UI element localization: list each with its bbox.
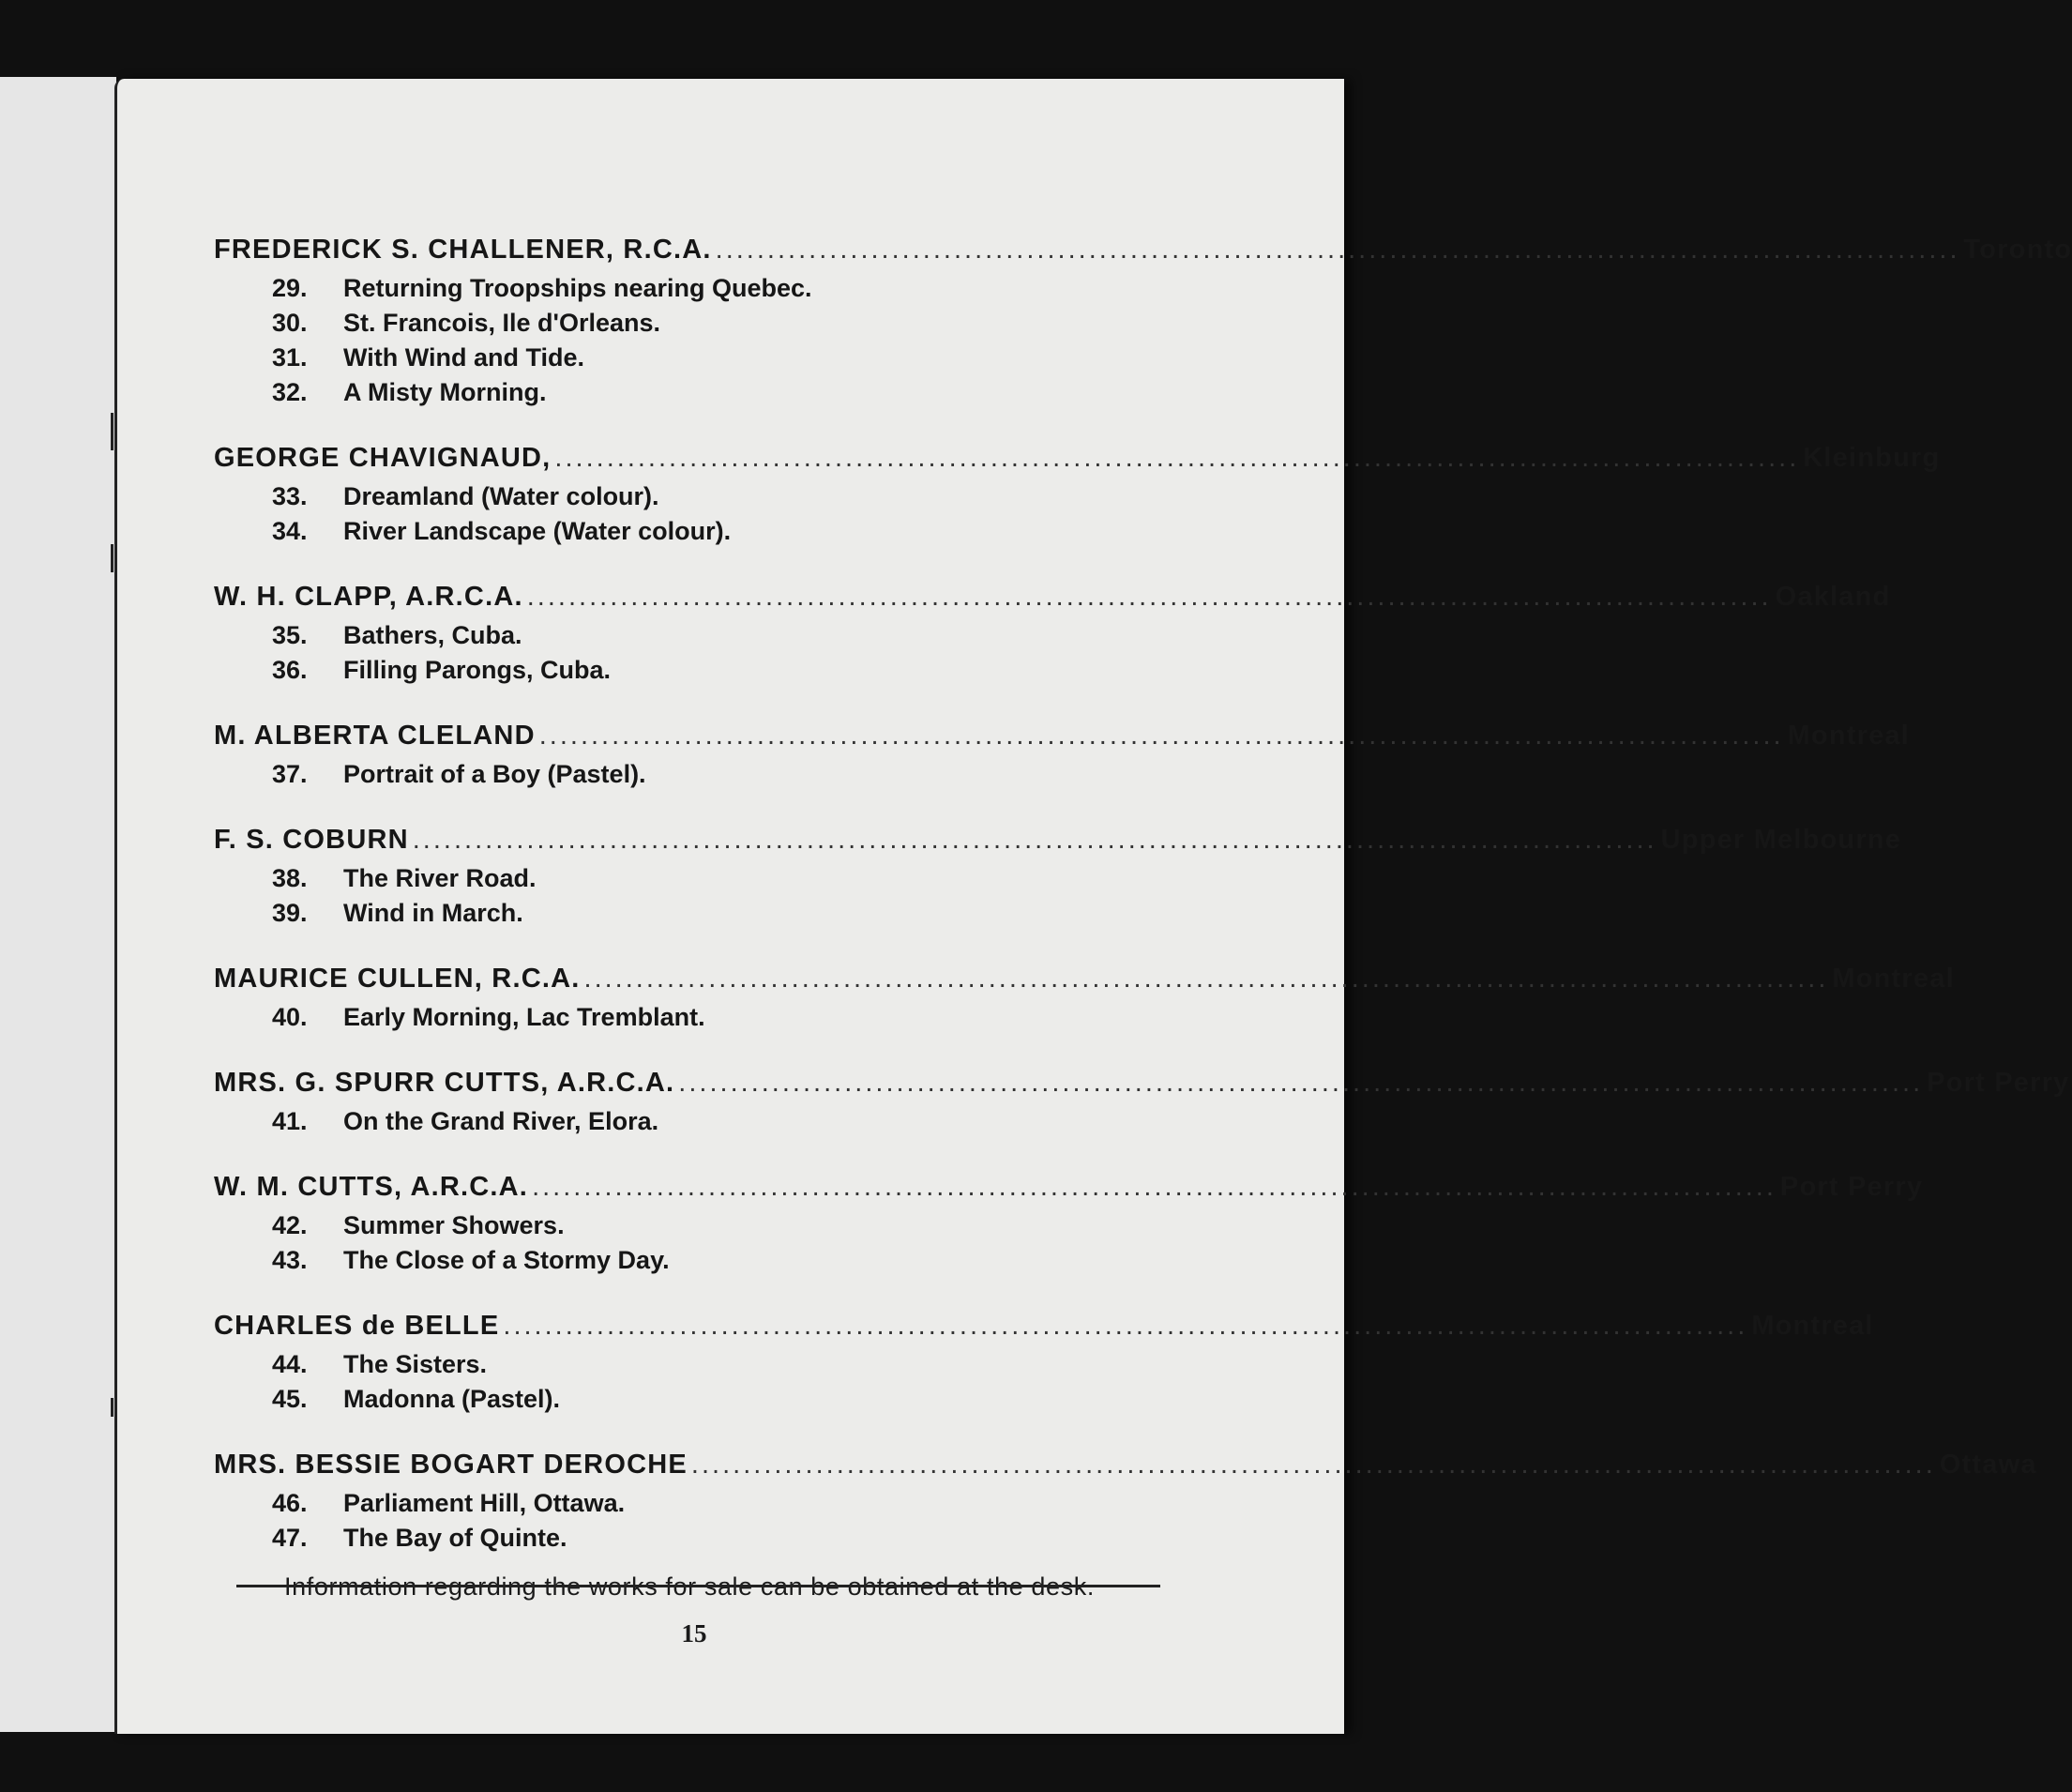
work-item bbox=[214, 309, 1142, 343]
work-number: 39. bbox=[272, 899, 308, 927]
artist-location: Kleinburg bbox=[1803, 443, 1941, 473]
work-item bbox=[214, 343, 1142, 378]
artist-entry bbox=[214, 235, 2072, 274]
work-title: On the Grand River, Elora. bbox=[343, 1107, 659, 1135]
artist-location: Ottawa bbox=[1939, 1450, 2037, 1480]
work-item bbox=[214, 1003, 1142, 1038]
work-number: 47. bbox=[272, 1524, 308, 1552]
dot-leader: ........................................................................................................................ bbox=[532, 1172, 1777, 1202]
work-number: 38. bbox=[272, 864, 308, 892]
artist-name: M. ALBERTA CLELAND bbox=[214, 721, 536, 751]
artist-location: Upper Melbourne bbox=[1660, 825, 1902, 855]
footer-divider bbox=[236, 1585, 1160, 1587]
work-number: 46. bbox=[272, 1489, 308, 1517]
dot-leader: ........................................................................................................................ bbox=[503, 1311, 1748, 1341]
artist-location: Montreal bbox=[1832, 964, 1955, 994]
work-title: The Bay of Quinte. bbox=[343, 1524, 567, 1552]
work-number: 33. bbox=[272, 482, 308, 510]
work-title: Bathers, Cuba. bbox=[343, 621, 522, 649]
work-title: Madonna (Pastel). bbox=[343, 1385, 561, 1413]
work-item bbox=[214, 1211, 1142, 1246]
work-number: 42. bbox=[272, 1211, 308, 1239]
work-title: Summer Showers. bbox=[343, 1211, 565, 1239]
artist-name: CHARLES de BELLE bbox=[214, 1311, 500, 1341]
work-number: 45. bbox=[272, 1385, 308, 1413]
work-number: 41. bbox=[272, 1107, 308, 1135]
work-number: 44. bbox=[272, 1350, 308, 1378]
artist-name: GEORGE CHAVIGNAUD, bbox=[214, 443, 552, 473]
work-item bbox=[214, 760, 1142, 795]
footer-note: Information regarding the works for sale can be obtained at the desk. bbox=[284, 1572, 1095, 1601]
work-item bbox=[214, 274, 1142, 309]
work-title: Early Morning, Lac Tremblant. bbox=[343, 1003, 705, 1031]
work-number: 35. bbox=[272, 621, 308, 649]
work-title: The Close of a Stormy Day. bbox=[343, 1246, 670, 1274]
work-item bbox=[214, 621, 1142, 656]
work-item bbox=[214, 899, 1142, 934]
artist-name: MRS. G. SPURR CUTTS, A.R.C.A. bbox=[214, 1068, 675, 1098]
dot-leader: ........................................................................................................................ bbox=[690, 1450, 1936, 1480]
gutter-mark bbox=[111, 544, 113, 572]
work-item bbox=[214, 482, 1142, 517]
work-number: 43. bbox=[272, 1246, 308, 1274]
dot-leader: ........................................................................................................................ bbox=[412, 825, 1657, 855]
dot-leader: ........................................................................................................................ bbox=[715, 235, 1960, 265]
artist-location: Oakland bbox=[1775, 582, 1891, 612]
artist-entry bbox=[214, 825, 1902, 864]
work-number: 29. bbox=[272, 274, 308, 302]
artist-entry bbox=[214, 1172, 1924, 1211]
artist-location: Toronto bbox=[1963, 235, 2072, 265]
artist-entry bbox=[214, 721, 1911, 760]
artist-location: Montreal bbox=[1751, 1311, 1874, 1341]
artist-name: MRS. BESSIE BOGART DEROCHE bbox=[214, 1450, 688, 1480]
artist-location: Montreal bbox=[1787, 721, 1911, 751]
work-title: Portrait of a Boy (Pastel). bbox=[343, 760, 646, 788]
artist-entry bbox=[214, 1311, 1874, 1350]
work-number: 37. bbox=[272, 760, 308, 788]
work-title: Filling Parongs, Cuba. bbox=[343, 656, 612, 684]
work-number: 32. bbox=[272, 378, 308, 406]
work-title: River Landscape (Water colour). bbox=[343, 517, 732, 545]
work-number: 40. bbox=[272, 1003, 308, 1031]
work-title: With Wind and Tide. bbox=[343, 343, 584, 372]
work-title: The Sisters. bbox=[343, 1350, 488, 1378]
page-number: 15 bbox=[681, 1619, 707, 1648]
dot-leader: ........................................................................................................................ bbox=[554, 443, 1800, 473]
work-number: 34. bbox=[272, 517, 308, 545]
artist-location: Port Perry bbox=[1779, 1172, 1924, 1202]
work-item bbox=[214, 1524, 1142, 1558]
artist-entry bbox=[214, 1450, 2037, 1489]
artist-name: F. S. COBURN bbox=[214, 825, 409, 855]
gutter-mark bbox=[111, 413, 113, 450]
work-item bbox=[214, 1246, 1142, 1281]
work-item bbox=[214, 1489, 1142, 1524]
work-title: Parliament Hill, Ottawa. bbox=[343, 1489, 626, 1517]
artist-name: W. H. CLAPP, A.R.C.A. bbox=[214, 582, 523, 612]
dot-leader: ........................................................................................................................ bbox=[526, 582, 1772, 612]
work-item bbox=[214, 864, 1142, 899]
artist-name: W. M. CUTTS, A.R.C.A. bbox=[214, 1172, 529, 1202]
artist-entry bbox=[214, 964, 1955, 1003]
work-title: St. Francois, Ile d'Orleans. bbox=[343, 309, 661, 337]
catalog-list bbox=[214, 235, 2072, 1558]
artist-name: FREDERICK S. CHALLENER, R.C.A. bbox=[214, 235, 712, 265]
work-number: 31. bbox=[272, 343, 308, 372]
work-item bbox=[214, 1107, 1142, 1142]
facing-page-edge bbox=[0, 77, 116, 1732]
artist-entry bbox=[214, 443, 1941, 482]
work-number: 36. bbox=[272, 656, 308, 684]
work-item bbox=[214, 1350, 1142, 1385]
work-item bbox=[214, 656, 1142, 691]
artist-name: MAURICE CULLEN, R.C.A. bbox=[214, 964, 581, 994]
work-title: Returning Troopships nearing Quebec. bbox=[343, 274, 812, 302]
artist-entry bbox=[214, 582, 1891, 621]
artist-entry bbox=[214, 1068, 2070, 1107]
artist-location: Port Perry bbox=[1927, 1068, 2070, 1098]
dot-leader: ........................................................................................................................ bbox=[678, 1068, 1924, 1098]
gutter-mark bbox=[111, 1398, 113, 1417]
work-item bbox=[214, 517, 1142, 552]
work-title: The River Road. bbox=[343, 864, 537, 892]
work-item bbox=[214, 1385, 1142, 1420]
dot-leader: ........................................................................................................................ bbox=[583, 964, 1829, 994]
work-number: 30. bbox=[272, 309, 308, 337]
work-title: A Misty Morning. bbox=[343, 378, 547, 406]
work-title: Dreamland (Water colour). bbox=[343, 482, 659, 510]
work-item bbox=[214, 378, 1142, 413]
work-title: Wind in March. bbox=[343, 899, 523, 927]
dot-leader: ........................................................................................................................ bbox=[538, 721, 1784, 751]
